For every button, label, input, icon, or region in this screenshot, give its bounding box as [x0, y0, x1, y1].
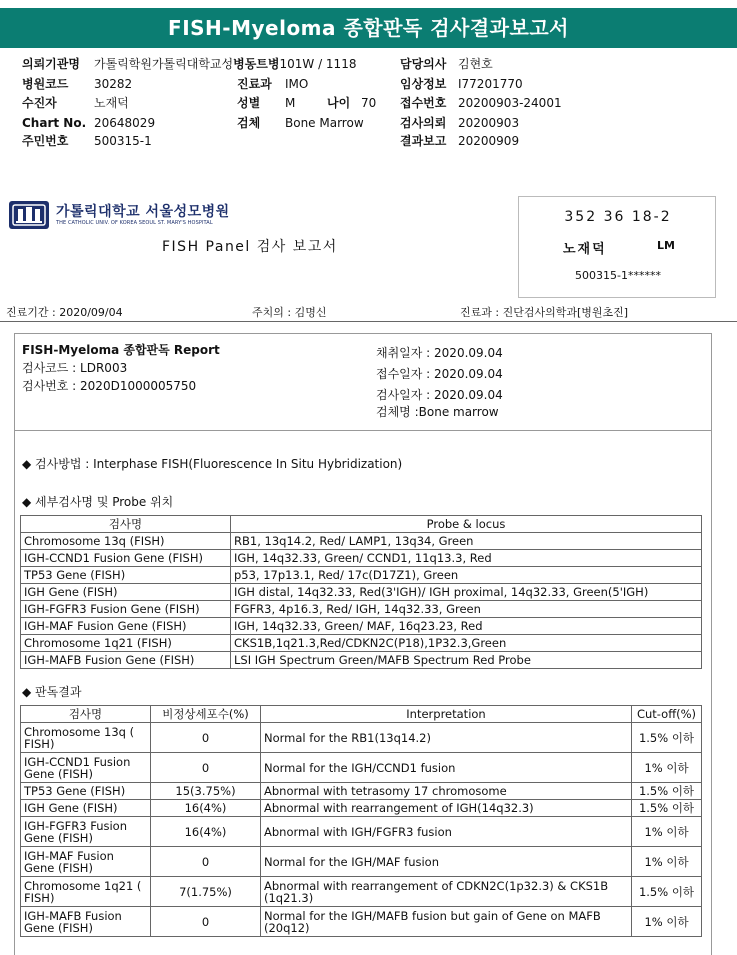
probe-test-name: IGH-MAFB Fusion Gene (FISH) — [21, 652, 231, 669]
result-test-name: IGH Gene (FISH) — [21, 800, 151, 817]
result-cutoff: 1% 이하 — [632, 847, 702, 877]
attending-physician: 주치의 : 김명신 — [252, 306, 327, 319]
result-test-name: IGH-CCND1 Fusion Gene (FISH) — [21, 753, 151, 783]
receipt-label: 접수번호 — [400, 96, 447, 110]
probe-test-name: Chromosome 13q (FISH) — [21, 533, 231, 550]
report-date-label: 결과보고 — [400, 134, 447, 148]
visit-period: 진료기간 : 2020/09/04 — [6, 306, 123, 319]
probe-locus: CKS1B,1q21.3,Red/CDKN2C(P18),1P32.3,Green — [231, 635, 702, 652]
info-dept — [237, 75, 308, 93]
sex-label: 성별 — [237, 96, 261, 110]
table-row — [21, 601, 702, 618]
info-institution — [22, 55, 356, 73]
patient-label: 수진자 — [22, 96, 57, 110]
info-rrn — [22, 132, 152, 150]
result-abnormal-count: 0 — [151, 753, 261, 783]
result-test-name: TP53 Gene (FISH) — [21, 783, 151, 800]
patient-name: 노재덕 — [563, 242, 607, 257]
result-header-test: 검사명 — [21, 706, 151, 723]
institution-value: 가톨릭학원가톨릭대학교성 — [94, 57, 234, 71]
patient-sex-age: LM — [657, 239, 675, 252]
info-doctor — [400, 55, 493, 73]
table-row — [21, 907, 702, 937]
tested-date: 검사일자 : 2020.09.04 — [376, 388, 503, 402]
probe-test-name: Chromosome 1q21 (FISH) — [21, 635, 231, 652]
hospital-logo-icon — [8, 200, 50, 230]
hospital-code-label: 병원코드 — [22, 77, 69, 91]
result-interpretation: Abnormal with IGH/FGFR3 fusion — [261, 817, 632, 847]
result-cutoff: 1.5% 이하 — [632, 800, 702, 817]
result-test-name: Chromosome 1q21 ( FISH) — [21, 877, 151, 907]
ward-value: 101W / 1118 — [279, 57, 357, 71]
result-test-name: IGH-MAF Fusion Gene (FISH) — [21, 847, 151, 877]
doctor-label: 담당의사 — [400, 57, 447, 71]
visit-department: 진료과 : 진단검사의학과[병원초진] — [460, 306, 629, 319]
table-row — [21, 567, 702, 584]
rrn-label: 주민번호 — [22, 134, 69, 148]
age-value: 70 — [361, 96, 377, 110]
report-date-value: 20200909 — [458, 134, 520, 148]
probe-locus: p53, 17p13.1, Red/ 17c(D17Z1), Green — [231, 567, 702, 584]
probe-test-name: IGH-CCND1 Fusion Gene (FISH) — [21, 550, 231, 567]
probe-locus: IGH distal, 14q32.33, Red(3'IGH)/ IGH proximal, 14q32.33, Green(5'IGH) — [231, 584, 702, 601]
received-date: 접수일자 : 2020.09.04 — [376, 367, 503, 381]
receipt-value: 20200903-24001 — [458, 96, 562, 110]
result-test-name: Chromosome 13q ( FISH) — [21, 723, 151, 753]
probe-test-name: TP53 Gene (FISH) — [21, 567, 231, 584]
probe-locus: FGFR3, 4p16.3, Red/ IGH, 14q32.33, Green — [231, 601, 702, 618]
info-request — [400, 114, 519, 132]
result-header-abnormal: 비정상세포수(%) — [151, 706, 261, 723]
info-receipt — [400, 94, 562, 112]
table-row — [21, 847, 702, 877]
result-cutoff: 1.5% 이하 — [632, 877, 702, 907]
report-header-title: FISH-Myeloma 종합판독 Report — [22, 343, 220, 357]
chart-value: 20648029 — [94, 116, 156, 130]
result-interpretation: Normal for the IGH/MAFB fusion but gain of Gene on MAFB (20q12) — [261, 907, 632, 937]
result-cutoff: 1% 이하 — [632, 817, 702, 847]
probe-locus: RB1, 13q14.2, Red/ LAMP1, 13q34, Green — [231, 533, 702, 550]
result-cutoff: 1% 이하 — [632, 753, 702, 783]
table-row — [21, 652, 702, 669]
collected-date: 채취일자 : 2020.09.04 — [376, 346, 503, 360]
probe-locus: IGH, 14q32.33, Green/ CCND1, 11q13.3, Red — [231, 550, 702, 567]
section-probe: ◆ 세부검사명 및 Probe 위치 — [22, 495, 174, 509]
result-cutoff: 1% 이하 — [632, 907, 702, 937]
info-patient — [22, 94, 129, 112]
probe-table-header — [21, 516, 702, 533]
patient-ssn: 500315-1****** — [575, 269, 661, 282]
probe-header-test: 검사명 — [21, 516, 231, 533]
patient-id-box — [518, 196, 716, 298]
dept-value: IMO — [285, 77, 309, 91]
test-code: 검사코드 : LDR003 — [22, 361, 128, 375]
result-test-name: IGH-MAFB Fusion Gene (FISH) — [21, 907, 151, 937]
table-row — [21, 753, 702, 783]
hospital-code-value: 30282 — [94, 77, 133, 91]
result-abnormal-count: 15(3.75%) — [151, 783, 261, 800]
header-divider — [14, 430, 712, 431]
info-specimen — [237, 114, 364, 132]
result-test-name: IGH-FGFR3 Fusion Gene (FISH) — [21, 817, 151, 847]
table-row — [21, 584, 702, 601]
section-result: ◆ 판독결과 — [22, 685, 82, 699]
dept-label: 진료과 — [237, 77, 272, 91]
result-abnormal-count: 7(1.75%) — [151, 877, 261, 907]
table-row — [21, 618, 702, 635]
specimen-value: Bone Marrow — [285, 116, 364, 130]
institution-label: 의뢰기관명 — [22, 57, 80, 71]
visit-line — [0, 304, 737, 322]
probe-locus: IGH, 14q32.33, Green/ MAF, 16q23.23, Red — [231, 618, 702, 635]
result-abnormal-count: 0 — [151, 847, 261, 877]
table-row — [21, 783, 702, 800]
probe-test-name: IGH-FGFR3 Fusion Gene (FISH) — [21, 601, 231, 618]
specimen-name: 검체명 :Bone marrow — [376, 405, 499, 419]
result-interpretation: Normal for the IGH/CCND1 fusion — [261, 753, 632, 783]
info-sex-age — [237, 94, 376, 112]
result-interpretation: Normal for the RB1(13q14.2) — [261, 723, 632, 753]
result-interpretation: Abnormal with rearrangement of IGH(14q32.3) — [261, 800, 632, 817]
result-header-interpretation: Interpretation — [261, 706, 632, 723]
probe-test-name: IGH-MAF Fusion Gene (FISH) — [21, 618, 231, 635]
table-row — [21, 723, 702, 753]
probe-header-locus: Probe & locus — [231, 516, 702, 533]
test-number: 검사번호 : 2020D1000005750 — [22, 379, 197, 393]
result-abnormal-count: 0 — [151, 907, 261, 937]
table-row — [21, 533, 702, 550]
result-cutoff: 1.5% 이하 — [632, 783, 702, 800]
table-row — [21, 635, 702, 652]
info-clinical — [400, 75, 523, 93]
report-title-bar: FISH-Myeloma 종합판독 검사결과보고서 — [0, 8, 737, 48]
hospital-name-en: THE CATHOLIC UNIV. OF KOREA SEOUL ST. MARY'S HOSPITAL — [56, 220, 213, 226]
result-abnormal-count: 16(4%) — [151, 817, 261, 847]
request-label: 검사의뢰 — [400, 116, 447, 130]
info-hospital-code — [22, 75, 132, 93]
section-method: ◆ 검사방법 : Interphase FISH(Fluorescence In Situ Hybridization) — [22, 457, 403, 471]
registration-number: 352 36 18-2 — [564, 209, 672, 225]
age-label: 나이 — [327, 96, 351, 110]
sex-value: M — [285, 96, 296, 110]
table-row — [21, 817, 702, 847]
table-row — [21, 550, 702, 567]
clinical-value: I77201770 — [458, 77, 523, 91]
chart-label: Chart No. — [22, 116, 87, 130]
patient-value: 노재덕 — [94, 96, 129, 110]
table-row — [21, 800, 702, 817]
clinical-label: 임상정보 — [400, 77, 447, 91]
result-interpretation: Abnormal with tetrasomy 17 chromosome — [261, 783, 632, 800]
info-chart — [22, 114, 155, 132]
result-cutoff: 1.5% 이하 — [632, 723, 702, 753]
result-table-header — [21, 706, 702, 723]
doctor-value: 김현호 — [458, 57, 493, 71]
result-abnormal-count: 0 — [151, 723, 261, 753]
rrn-value: 500315-1 — [94, 134, 152, 148]
result-interpretation: Abnormal with rearrangement of CDKN2C(1p32.3) & CKS1B (1q21.3) — [261, 877, 632, 907]
hospital-name-ko: 가톨릭대학교 서울성모병원 — [56, 204, 230, 220]
result-abnormal-count: 16(4%) — [151, 800, 261, 817]
panel-title: FISH Panel 검사 보고서 — [162, 239, 338, 255]
request-value: 20200903 — [458, 116, 520, 130]
specimen-label: 검체 — [237, 116, 261, 130]
probe-test-name: IGH Gene (FISH) — [21, 584, 231, 601]
probe-table — [20, 515, 702, 669]
result-header-cutoff: Cut-off(%) — [632, 706, 702, 723]
probe-locus: LSI IGH Spectrum Green/MAFB Spectrum Red Probe — [231, 652, 702, 669]
ward-label: 병동트병 — [233, 57, 280, 71]
result-table — [20, 705, 702, 937]
table-row — [21, 877, 702, 907]
result-interpretation: Normal for the IGH/MAF fusion — [261, 847, 632, 877]
info-report-date — [400, 132, 519, 150]
